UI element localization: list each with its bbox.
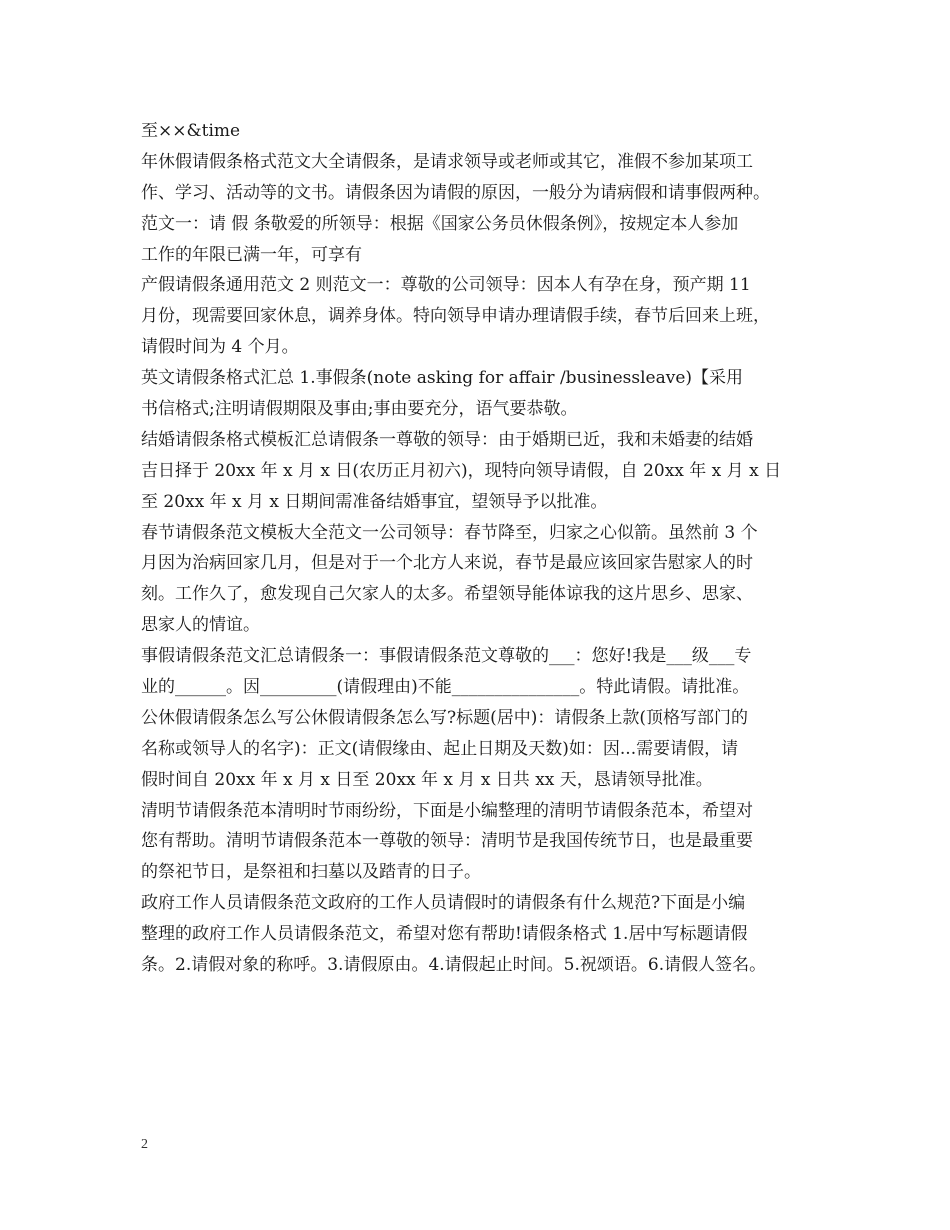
text-line: 书信格式;注明请假期限及事由;事由要充分，语气要恭敬。 [141,399,578,420]
text-line: 事假请假条范文汇总请假条一：事假请假条范文尊敬的___：您好!我是___级___专 [141,646,752,667]
text-line: 春节请假条范文模板大全范文一公司领导：春节降至，归家之心似箭。虽然前 3 个 [141,522,758,543]
text-line: 产假请假条通用范文 2 则范文一：尊敬的公司领导：因本人有孕在身，预产期 11 [141,275,751,296]
text-line: 吉日择于 20xx 年 x 月 x 日(农历正月初六)，现特向领导请假，自 20xx 年 x 月 x 日 [141,460,782,481]
text-line: 的祭祀节日，是祭祖和扫墓以及踏青的日子。 [141,862,481,883]
text-line: 名称或领导人的名字)：正文(请假缘由、起止日期及天数)如：因...需要请假，请 [141,738,739,759]
text-line: 工作的年限已满一年，可享有 [141,244,362,265]
text-line: 请假时间为 4 个月。 [141,337,299,358]
text-line: 思家人的情谊。 [141,615,260,636]
text-line: 清明节请假条范本清明时节雨纷纷，下面是小编整理的清明节请假条范本，希望对 [141,800,753,821]
text-line: 月因为治病回家几月，但是对于一个北方人来说，春节是最应该回家告慰家人的时 [141,553,753,574]
text-line: 政府工作人员请假条范文政府的工作人员请假时的请假条有什么规范?下面是小编 [141,893,746,914]
text-line: 结婚请假条格式模板汇总请假条一尊敬的领导：由于婚期已近，我和未婚妻的结婚 [141,429,753,450]
text-line: 作、学习、活动等的文书。请假条因为请假的原因，一般分为请病假和请事假两种。 [141,182,770,203]
text-line: 业的______。因_________(请假理由)不能_______________。特此请假。请批准。 [141,677,750,698]
text-line: 月份，现需要回家休息，调养身体。特向领导申请办理请假手续，春节后回来上班， [141,306,770,327]
document-body [141,116,831,981]
text-line: 整理的政府工作人员请假条范文，希望对您有帮助!请假条格式 1.居中写标题请假 [141,924,748,945]
text-line: 范文一：请 假 条敬爱的所领导：根据《国家公务员休假条例》，按规定本人参加 [141,213,739,234]
text-line: 至××&time [141,121,241,141]
text-line: 至 20xx 年 x 月 x 日期间需准备结婚事宜，望领导予以批准。 [141,491,608,512]
text-line: 公休假请假条怎么写公休假请假条怎么写?标题(居中)：请假条上款(顶格写部门的 [141,707,749,728]
text-line: 条。2.请假对象的称呼。3.请假原由。4.请假起止时间。5.祝颂语。6.请假人签名。 [141,955,767,976]
text-line: 假时间自 20xx 年 x 月 x 日至 20xx 年 x 月 x 日共 xx 天，恳请领导批准。 [141,769,713,790]
page-number: 2 [141,1137,148,1152]
text-line: 英文请假条格式汇总 1.事假条(note asking for affair /businessleave)【采用 [141,368,744,389]
text-line: 您有帮助。清明节请假条范本一尊敬的领导：清明节是我国传统节日，也是最重要 [141,831,753,852]
text-line: 年休假请假条格式范文大全请假条，是请求领导或老师或其它，准假不参加某项工 [141,151,753,172]
text-line: 刻。工作久了，愈发现自己欠家人的太多。希望领导能体谅我的这片思乡、思家、 [141,584,753,605]
